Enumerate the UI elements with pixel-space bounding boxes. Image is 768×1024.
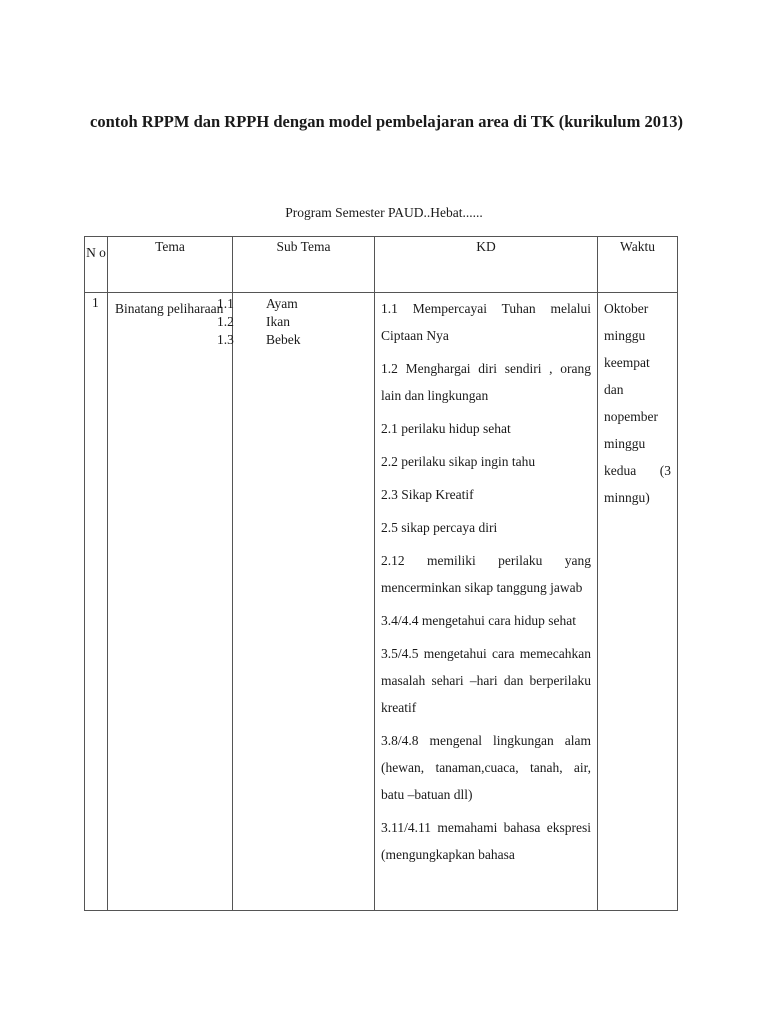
kd-item: 3.8/4.8 mengenal lingkungan alam (hewan, tanaman,cuaca, tanah, air, batu –batuan dll) <box>381 733 591 802</box>
cell-tema: Binatang peliharaan <box>108 293 233 911</box>
kd-item: 3.4/4.4 mengetahui cara hidup sehat <box>381 613 576 628</box>
sub-tema-item <box>217 331 374 349</box>
header-sub-tema: Sub Tema <box>233 237 375 293</box>
header-tema: Tema <box>108 237 233 293</box>
cell-waktu: Oktober minggu keempat dan nopember minggu kedua (3 minngu) <box>598 293 678 911</box>
sub-tema-number: 1.1 <box>217 296 234 311</box>
cell-no: 1 <box>85 293 108 911</box>
sub-tema-item <box>217 313 374 331</box>
sub-tema-list <box>217 295 374 349</box>
kd-item: 2.2 perilaku sikap ingin tahu <box>381 454 536 469</box>
kd-item: 2.1 perilaku hidup sehat <box>381 421 511 436</box>
cell-sub-tema <box>217 293 375 911</box>
table-header-row <box>85 237 678 293</box>
kd-item: 2.5 sikap percaya diri <box>381 520 498 535</box>
sub-tema-label: Ikan <box>266 314 290 329</box>
header-kd: KD <box>375 237 598 293</box>
table-row <box>85 293 678 911</box>
cell-kd <box>375 293 598 911</box>
sub-tema-number: 1.2 <box>217 314 234 329</box>
document-title: contoh RPPM dan RPPH dengan model pembelajaran area di TK (kurikulum 2013) <box>90 112 683 131</box>
table-caption: Program Semester PAUD..Hebat...... <box>285 205 483 220</box>
kd-item: 2.12 memiliki perilaku yang mencerminkan sikap tanggung jawab <box>381 553 591 595</box>
sub-tema-label: Ayam <box>266 296 298 311</box>
semester-program-table <box>84 236 678 911</box>
sub-tema-number: 1.3 <box>217 332 234 347</box>
kd-item: 1.2 Menghargai diri sendiri , orang lain dan lingkungan <box>381 361 591 403</box>
kd-item: 2.3 Sikap Kreatif <box>381 487 474 502</box>
kd-item: 1.1 Mempercayai Tuhan melalui Ciptaan Nya <box>381 301 591 343</box>
kd-item: 3.5/4.5 mengetahui cara memecahkan masalah sehari –hari dan berperilaku kreatif <box>381 646 591 715</box>
sub-tema-label: Bebek <box>266 332 301 347</box>
sub-tema-item <box>217 295 374 313</box>
header-no: N o <box>85 237 108 293</box>
header-waktu: Waktu <box>598 237 678 293</box>
kd-item: 3.11/4.11 memahami bahasa ekspresi (mengungkapkan bahasa <box>381 820 591 862</box>
